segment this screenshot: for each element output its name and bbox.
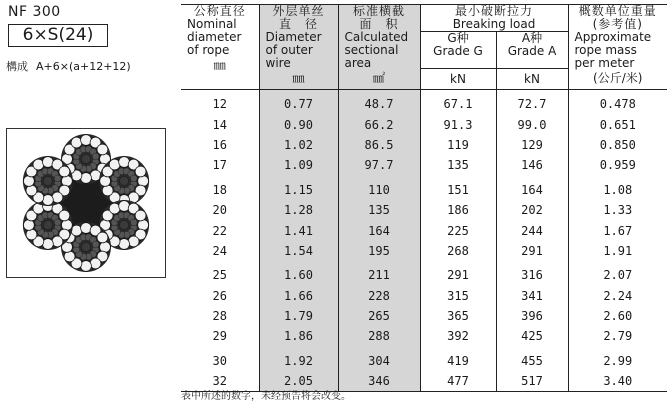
col-mass-en-2: rope mass: [574, 43, 637, 57]
table-row: [181, 241, 667, 261]
cell-mass: 1.08: [568, 176, 667, 200]
table-row: [181, 200, 667, 220]
col-header-diameter: [181, 5, 259, 90]
cell-grade-a: 341: [496, 286, 568, 306]
col-a-zh: A种: [521, 31, 543, 45]
cell-grade-a: 146: [496, 155, 568, 175]
cell-grade-g: 186: [420, 200, 496, 220]
cell-diameter: 32: [181, 371, 259, 392]
cell-grade-g: 135: [420, 155, 496, 175]
cell-grade-a: 129: [496, 135, 568, 155]
table-row: [181, 90, 667, 115]
col-g-unit: kN: [420, 69, 496, 90]
cell-grade-g: 225: [420, 220, 496, 240]
col-header-mass: [568, 5, 667, 90]
rope-spec-table: [181, 4, 667, 392]
cell-grade-a: 99.0: [496, 114, 568, 134]
col-dia-en-3: of rope: [187, 43, 230, 57]
cell-outer-wire: 1.79: [259, 306, 338, 326]
cell-area: 48.7: [338, 90, 420, 115]
cell-area: 265: [338, 306, 420, 326]
table-row: [181, 176, 667, 200]
cell-mass: 0.959: [568, 155, 667, 175]
cell-area: 346: [338, 371, 420, 392]
cell-outer-wire: 1.66: [259, 286, 338, 306]
cell-mass: 1.33: [568, 200, 667, 220]
col-load-zh: 最小破断拉力: [455, 4, 534, 18]
col-header-grade-g: [420, 32, 496, 69]
col-outer-unit: ㎜: [292, 71, 305, 85]
table-row: [181, 114, 667, 134]
cell-grade-a: 72.7: [496, 90, 568, 115]
construction-label: 構成: [6, 60, 28, 73]
cell-area: 97.7: [338, 155, 420, 175]
col-header-outer-wire: [259, 5, 338, 90]
col-mass-zh-2: (参考值): [592, 17, 643, 31]
rope-diagram-frame: [6, 128, 166, 278]
cell-outer-wire: 0.90: [259, 114, 338, 134]
col-header-breaking-load: [420, 5, 568, 32]
cell-diameter: 22: [212, 223, 227, 238]
table-body: [181, 90, 667, 392]
cell-diameter: 28: [212, 309, 227, 324]
cell-area: 211: [338, 261, 420, 285]
cell-grade-g: 291: [420, 261, 496, 285]
cell-diameter: 24: [212, 243, 227, 258]
cell-area: 135: [338, 200, 420, 220]
table-row: [181, 326, 667, 346]
col-g-en: Grade G: [433, 44, 483, 58]
cell-outer-wire: 2.05: [259, 371, 338, 392]
cell-area: 228: [338, 286, 420, 306]
cell-outer-wire: 1.02: [259, 135, 338, 155]
col-dia-en-2: diameter: [187, 30, 242, 44]
table-row: [181, 155, 667, 175]
table-row: [181, 261, 667, 285]
cell-outer-wire: 1.28: [259, 200, 338, 220]
cell-diameter: 14: [212, 117, 227, 132]
cell-grade-a: 396: [496, 306, 568, 326]
cell-grade-a: 316: [496, 261, 568, 285]
table-row: [181, 286, 667, 306]
wire-rope-cross-section-icon: [7, 129, 165, 277]
cell-grade-a: 202: [496, 200, 568, 220]
col-dia-en-1: Nominal: [187, 17, 237, 31]
cell-mass: 3.40: [568, 371, 667, 392]
table-row: [181, 347, 667, 371]
col-outer-en-3: wire: [265, 56, 291, 70]
cell-grade-g: 392: [420, 326, 496, 346]
cell-diameter: 29: [212, 329, 227, 344]
col-area-unit: ㎟: [372, 71, 385, 85]
col-outer-zh-2: 直 径: [278, 17, 318, 31]
col-area-zh-2: 面 积: [359, 17, 399, 31]
cell-grade-a: 455: [496, 347, 568, 371]
col-outer-zh-1: 外层单丝: [272, 4, 325, 18]
cell-outer-wire: 1.60: [259, 261, 338, 285]
cell-grade-g: 119: [420, 135, 496, 155]
col-header-grade-a: [496, 32, 568, 69]
col-a-en: Grade A: [507, 44, 557, 58]
cell-grade-g: 315: [420, 286, 496, 306]
cell-mass: 1.91: [568, 241, 667, 261]
cell-grade-g: 151: [420, 176, 496, 200]
cell-area: 86.5: [338, 135, 420, 155]
col-mass-en-3: per meter: [574, 56, 635, 70]
col-area-zh-1: 标准横截: [352, 4, 405, 18]
cell-area: 66.2: [338, 114, 420, 134]
cell-grade-a: 517: [496, 371, 568, 392]
col-mass-en-1: Approximate: [574, 30, 652, 44]
cell-mass: 0.651: [568, 114, 667, 134]
cell-grade-g: 419: [420, 347, 496, 371]
col-area-en-1: Calculated: [344, 30, 409, 44]
col-outer-en-2: of outer: [265, 43, 313, 57]
col-a-unit: kN: [496, 69, 568, 90]
construction-value: A+6×(a+12+12): [36, 60, 131, 73]
table-row: [181, 220, 667, 240]
cell-outer-wire: 1.15: [259, 176, 338, 200]
col-outer-en-1: Diameter: [265, 30, 322, 44]
cell-area: 288: [338, 326, 420, 346]
col-load-en: Breaking load: [452, 17, 536, 31]
cell-outer-wire: 1.92: [259, 347, 338, 371]
cell-mass: 2.24: [568, 286, 667, 306]
cell-outer-wire: 1.86: [259, 326, 338, 346]
cell-mass: 2.60: [568, 306, 667, 326]
cell-grade-a: 291: [496, 241, 568, 261]
cell-grade-g: 268: [420, 241, 496, 261]
cell-outer-wire: 0.77: [259, 90, 338, 115]
col-area-en-3: area: [344, 56, 372, 70]
table-row: [181, 306, 667, 326]
cell-outer-wire: 1.54: [259, 241, 338, 261]
cell-diameter: 12: [212, 97, 227, 112]
cell-outer-wire: 1.41: [259, 220, 338, 240]
cell-mass: 1.67: [568, 220, 667, 240]
cell-diameter: 18: [212, 182, 227, 197]
cell-diameter: 25: [212, 268, 227, 283]
col-area-en-2: sectional: [344, 43, 399, 57]
col-dia-unit: ㎜: [213, 58, 226, 72]
col-mass-unit: (公斤/米): [593, 71, 643, 85]
cell-grade-g: 91.3: [420, 114, 496, 134]
col-g-zh: G种: [447, 31, 469, 45]
cell-area: 195: [338, 241, 420, 261]
cell-mass: 0.478: [568, 90, 667, 115]
cell-grade-a: 164: [496, 176, 568, 200]
cell-mass: 2.07: [568, 261, 667, 285]
cell-grade-g: 365: [420, 306, 496, 326]
col-mass-zh-1: 概数单位重量: [578, 4, 657, 18]
col-dia-zh: 公称直径: [193, 4, 246, 18]
cell-grade-a: 425: [496, 326, 568, 346]
cell-mass: 2.79: [568, 326, 667, 346]
construction-formula: [6, 58, 131, 74]
cell-diameter: 26: [212, 288, 227, 303]
cell-area: 110: [338, 176, 420, 200]
cell-outer-wire: 1.09: [259, 155, 338, 175]
cell-mass: 2.99: [568, 347, 667, 371]
table-row: [181, 135, 667, 155]
cell-diameter: 17: [212, 158, 227, 173]
cell-area: 164: [338, 220, 420, 240]
cell-diameter: 20: [212, 203, 227, 218]
footnote: 表中所述的数字，未经预告将会改变。: [181, 391, 351, 402]
model-designation: 6×S(24): [8, 24, 108, 47]
cell-mass: 0.850: [568, 135, 667, 155]
cell-area: 304: [338, 347, 420, 371]
table-header: [181, 5, 667, 90]
cell-diameter: 16: [212, 137, 227, 152]
cell-diameter: 30: [212, 353, 227, 368]
cell-grade-a: 244: [496, 220, 568, 240]
product-code: NF 300: [8, 4, 61, 20]
col-header-area: [338, 5, 420, 90]
cell-grade-g: 67.1: [420, 90, 496, 115]
cell-grade-g: 477: [420, 371, 496, 392]
